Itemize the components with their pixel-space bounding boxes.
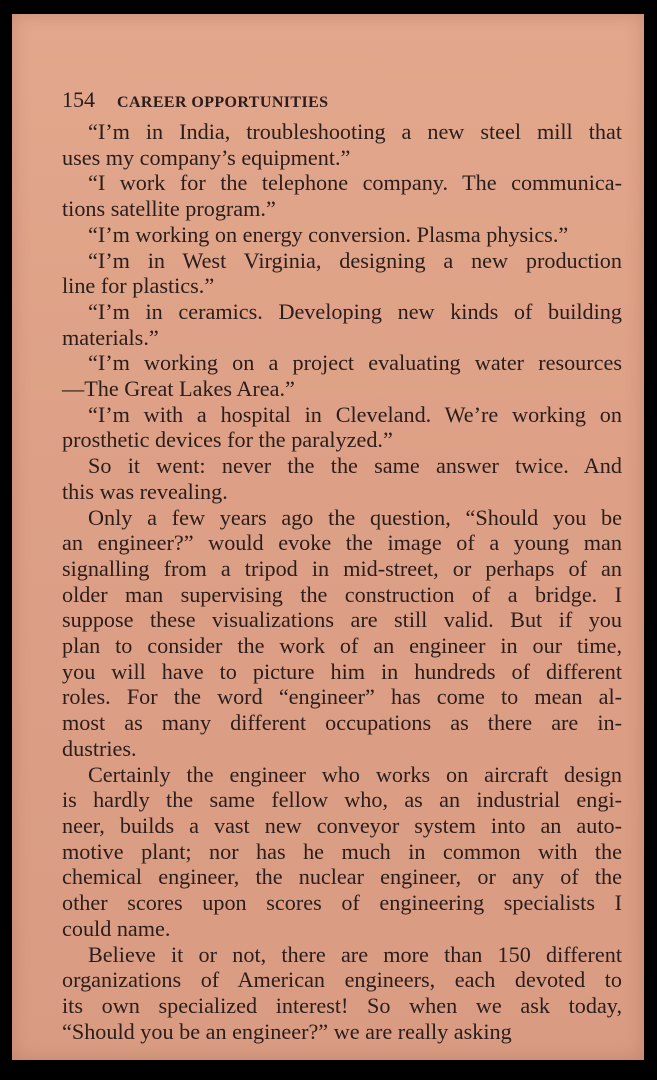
text-line: uses my company’s equipment.” xyxy=(62,144,351,170)
text-line: organizations of American engineers, each devoted to xyxy=(62,967,622,993)
paragraph xyxy=(62,453,622,504)
paragraph xyxy=(62,222,622,248)
text-line: Certainly the engineer who works on aircraft design xyxy=(88,761,622,787)
text-line: Believe it or not, there are more than 150 different xyxy=(88,941,622,967)
text-line: this was revealing. xyxy=(62,478,228,504)
page-number: 154 xyxy=(62,87,95,112)
paragraph xyxy=(62,119,622,170)
text-line: Only a few years ago the question, “Should you be xyxy=(88,504,622,530)
text-line: is hardly the same fellow who, as an industrial engi- xyxy=(62,787,622,813)
running-head-title: CAREER OPPORTUNITIES xyxy=(117,94,329,111)
text-line: “I’m in West Virginia, designing a new production xyxy=(88,247,622,273)
paragraph xyxy=(62,402,622,453)
paragraph xyxy=(62,942,622,1045)
text-line: roles. For the word “engineer” has come to mean al- xyxy=(62,684,622,710)
paragraph xyxy=(62,350,622,401)
body-text xyxy=(62,119,622,1044)
running-head xyxy=(62,87,328,113)
text-line: older man supervising the construction of a bridge. I xyxy=(62,581,622,607)
paragraph xyxy=(62,762,622,942)
text-line: neer, builds a vast new conveyor system into an auto- xyxy=(62,812,622,838)
paragraph xyxy=(62,170,622,221)
book-page xyxy=(12,14,644,1060)
text-line: line for plastics.” xyxy=(62,273,215,299)
text-line: chemical engineer, the nuclear engineer, or any of the xyxy=(62,864,622,890)
text-line: “I’m in ceramics. Developing new kinds of building xyxy=(88,298,622,324)
text-line: “Should you be an engineer?” we are really asking xyxy=(62,1018,512,1044)
text-line: plan to consider the work of an engineer in our time, xyxy=(62,633,622,659)
paragraph xyxy=(62,299,622,350)
text-line: signalling from a tripod in mid-street, or perhaps of an xyxy=(62,555,622,581)
text-line: materials.” xyxy=(62,324,159,350)
text-line: So it went: never the the same answer twice. And xyxy=(88,453,622,479)
text-line: “I’m working on energy conversion. Plasma physics.” xyxy=(88,221,569,247)
text-line: prosthetic devices for the paralyzed.” xyxy=(62,427,393,453)
paragraph xyxy=(62,248,622,299)
text-line: motive plant; nor has he much in common with the xyxy=(62,838,622,864)
text-line: an engineer?” would evoke the image of a young man xyxy=(62,530,622,556)
text-line: “I work for the telephone company. The communica- xyxy=(88,170,622,196)
text-line: tions satellite program.” xyxy=(62,196,276,222)
text-line: —The Great Lakes Area.” xyxy=(62,376,295,402)
text-line: other scores upon scores of engineering specialists I xyxy=(62,890,622,916)
text-line: you will have to picture him in hundreds of different xyxy=(62,658,622,684)
text-line: its own specialized interest! So when we ask today, xyxy=(62,992,622,1018)
text-line: could name. xyxy=(62,915,171,941)
text-line: dustries. xyxy=(62,735,137,761)
text-line: “I’m with a hospital in Cleveland. We’re working on xyxy=(88,401,622,427)
text-line: “I’m in India, troubleshooting a new steel mill that xyxy=(88,119,622,144)
text-line: suppose these visualizations are still valid. But if you xyxy=(62,607,622,633)
paragraph xyxy=(62,505,622,762)
text-line: most as many different occupations as there are in- xyxy=(62,710,622,736)
text-line: “I’m working on a project evaluating water resources xyxy=(88,350,622,376)
